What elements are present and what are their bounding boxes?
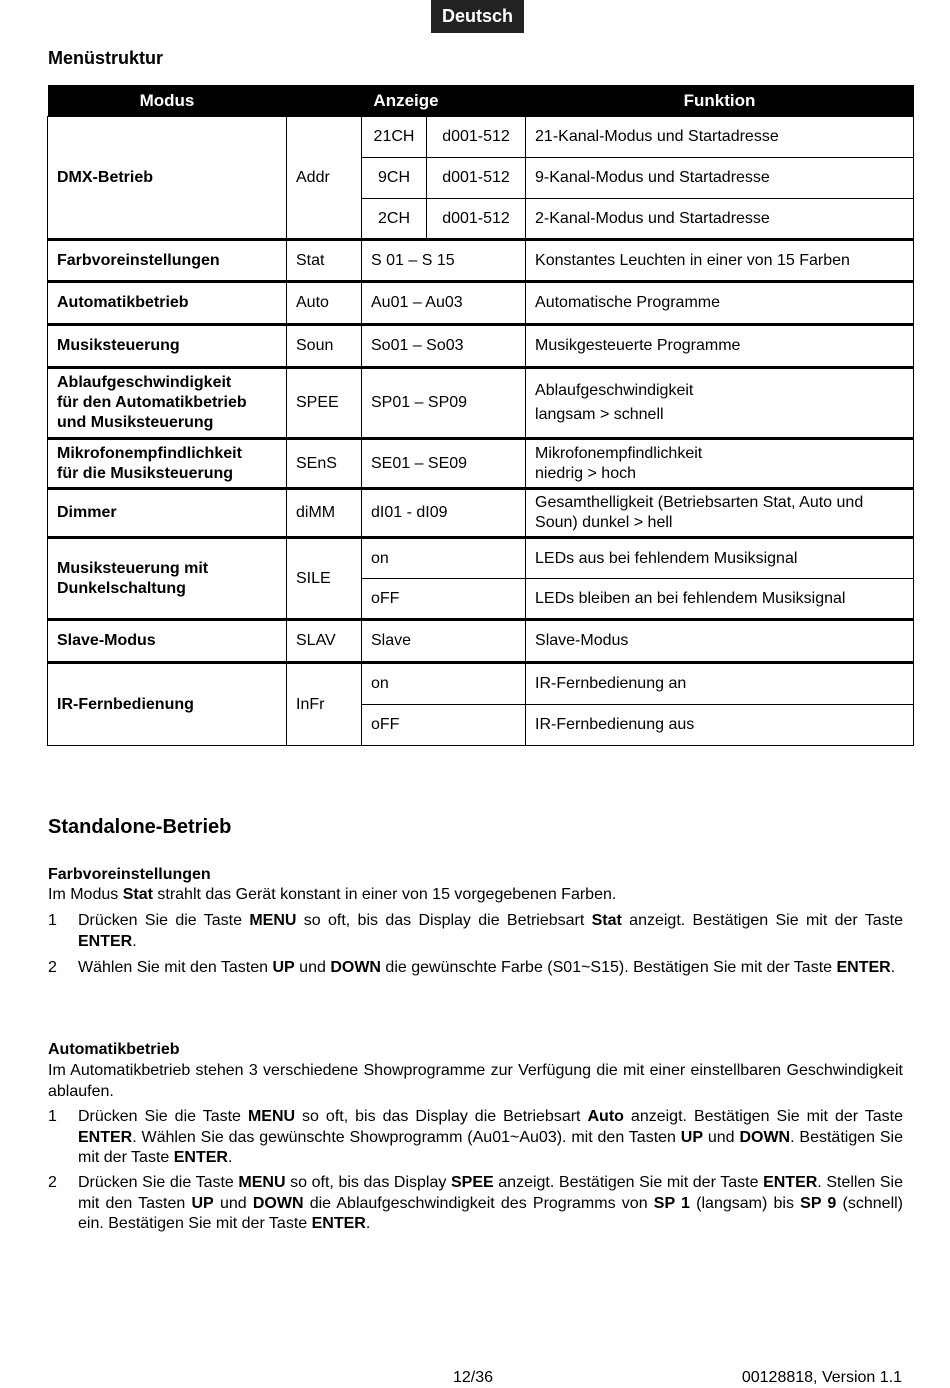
farb-intro — [48, 885, 903, 906]
text-run: anzeigt. Bestätigen Sie mit der Taste — [493, 1174, 764, 1191]
keyword: UP — [680, 1128, 704, 1146]
table-row — [48, 282, 914, 325]
keyword: DOWN — [330, 959, 381, 976]
modus-line: Musiksteuerung mit — [57, 559, 209, 577]
modus-cell: DMX-Betrieb — [48, 117, 287, 240]
function-cell: LEDs aus bei fehlendem Musiksignal — [526, 538, 914, 579]
modus-cell — [48, 439, 287, 489]
function-cell: Konstantes Leuchten in einer von 15 Farben — [526, 240, 914, 282]
document-version: 00128818, Version 1.1 — [741, 1369, 902, 1386]
function-cell: 21-Kanal-Modus und Startadresse — [526, 117, 914, 158]
code-cell: Auto — [287, 282, 362, 325]
list-item — [48, 911, 903, 952]
code-cell: Addr — [287, 117, 362, 240]
modus-cell: Slave-Modus — [48, 620, 287, 663]
value-cell: So01 – So03 — [362, 325, 526, 368]
text-run: so oft, bis das Display die Betriebsart — [295, 1108, 588, 1125]
table-row — [48, 620, 914, 663]
code-cell: Soun — [287, 325, 362, 368]
step-text — [78, 911, 903, 952]
menu-structure-title: Menüstruktur — [48, 48, 164, 68]
modus-cell: IR-Fernbedienung — [48, 663, 287, 746]
text-run: Drücken Sie die Taste — [78, 1174, 239, 1191]
keyword: UP — [191, 1194, 214, 1212]
text-run: . — [227, 1149, 233, 1166]
step-number: 1 — [48, 912, 57, 929]
keyword: ENTER — [836, 959, 891, 976]
modus-cell: Musiksteuerung — [48, 325, 287, 368]
range-cell: d001-512 — [427, 117, 526, 158]
code-cell: InFr — [287, 663, 362, 746]
code-cell: diMM — [287, 489, 362, 538]
function-line: Mikrofonempfindlichkeit — [535, 444, 703, 462]
function-cell — [526, 439, 914, 489]
function-line: niedrig > hoch — [535, 464, 636, 482]
value-cell: Slave — [362, 620, 526, 663]
modus-line: Mikrofonempfindlichkeit — [57, 444, 242, 462]
function-cell — [526, 368, 914, 439]
function-cell: LEDs bleiben an bei fehlendem Musiksignal — [526, 579, 914, 620]
code-cell: SEnS — [287, 439, 362, 489]
step-text — [78, 1107, 903, 1169]
modus-line: für den Automatikbetrieb — [57, 394, 247, 411]
keyword: ENTER — [173, 1149, 228, 1166]
table-row — [48, 439, 914, 489]
text-run: und — [213, 1194, 253, 1212]
function-cell: IR-Fernbedienung aus — [526, 705, 914, 746]
page-number: 12/36 — [453, 1369, 494, 1386]
modus-cell — [48, 368, 287, 439]
function-cell — [526, 489, 914, 538]
auto-intro: Im Automatikbetrieb stehen 3 verschiedene Showprogramme zur Verfügung die mit einer einstellbaren Geschwindigkeit ablaufen. — [48, 1062, 903, 1100]
value-cell: SE01 – SE09 — [362, 439, 526, 489]
text-run: . Wählen Sie das gewünschte Showprogramm (Au01~Au03). mit den Tasten — [132, 1128, 681, 1146]
step-number: 1 — [48, 1108, 57, 1125]
text-run: . Stellen Sie mit den Tasten — [78, 1174, 903, 1212]
table-row — [48, 538, 914, 579]
step-text — [78, 1173, 903, 1235]
step-number: 2 — [48, 1174, 57, 1191]
menu-structure-table — [47, 85, 914, 746]
text-run: und — [294, 959, 331, 976]
table-row — [48, 240, 914, 282]
keyword: DOWN — [739, 1128, 791, 1146]
keyword: SP 9 — [800, 1194, 837, 1212]
text-run: . — [132, 932, 137, 950]
table-row — [48, 663, 914, 705]
table-row — [48, 117, 914, 158]
function-line: Ablaufgeschwindigkeit — [535, 382, 694, 399]
modus-line: für die Musiksteuerung — [57, 464, 234, 482]
keyword: Auto — [587, 1108, 624, 1125]
text-run: die Ablaufgeschwindigkeit des Programms von — [303, 1194, 654, 1212]
step-number: 2 — [48, 959, 57, 976]
keyword: UP — [272, 959, 295, 976]
value-cell: Au01 – Au03 — [362, 282, 526, 325]
text-run: und — [703, 1128, 740, 1146]
function-cell: Automatische Programme — [526, 282, 914, 325]
function-cell: Musikgesteuerte Programme — [526, 325, 914, 368]
table-row — [48, 325, 914, 368]
range-cell: d001-512 — [427, 158, 526, 199]
range-cell: d001-512 — [427, 199, 526, 240]
auto-heading: Automatikbetrieb — [48, 1041, 180, 1058]
text-run: anzeigt. Bestätigen Sie mit der Taste — [621, 912, 904, 929]
modus-line: Dunkelschaltung — [57, 579, 186, 597]
function-line: Gesamthelligkeit (Betriebsarten Stat, Auto und — [535, 494, 864, 511]
text-run: . — [365, 1215, 371, 1232]
intro-text: Im Modus — [48, 886, 123, 903]
keyword: ENTER — [78, 932, 133, 950]
code-cell: SPEE — [287, 368, 362, 439]
text-run: so oft, bis das Display — [285, 1174, 451, 1191]
value-cell: on — [362, 538, 526, 579]
function-line: Soun) dunkel > hell — [535, 514, 673, 531]
intro-text: strahlt das Gerät konstant in einer von 15 vorgegebenen Farben. — [152, 886, 617, 903]
keyword: DOWN — [252, 1194, 304, 1212]
modus-cell — [48, 538, 287, 620]
keyword: SPEE — [450, 1174, 494, 1191]
value-cell: oFF — [362, 705, 526, 746]
keyword: MENU — [238, 1174, 286, 1191]
text-run: die gewünschte Farbe (S01~S15). Bestätigen Sie mit der Taste — [380, 959, 837, 976]
text-run: so oft, bis das Display die Betriebsart — [296, 912, 592, 929]
modus-line: Ablaufgeschwindigkeit — [57, 374, 232, 391]
standalone-title: Standalone-Betrieb — [48, 816, 232, 838]
keyword: MENU — [247, 1108, 296, 1125]
column-header-modus: Modus — [48, 85, 287, 117]
column-header-funktion: Funktion — [526, 85, 914, 117]
text-run: (schnell) ein. Bestätigen Sie mit der Taste — [78, 1194, 904, 1232]
keyword: ENTER — [311, 1215, 366, 1232]
code-cell: SILE — [287, 538, 362, 620]
language-badge: Deutsch — [431, 0, 524, 33]
code-cell: SLAV — [287, 620, 362, 663]
keyword: ENTER — [78, 1128, 133, 1146]
value-cell: oFF — [362, 579, 526, 620]
function-cell: Slave-Modus — [526, 620, 914, 663]
value-cell: SP01 – SP09 — [362, 368, 526, 439]
channel-cell: 2CH — [362, 199, 427, 240]
modus-cell: Farbvoreinstellungen — [48, 240, 287, 282]
modus-cell: Dimmer — [48, 489, 287, 538]
function-cell: IR-Fernbedienung an — [526, 663, 914, 705]
value-cell: on — [362, 663, 526, 705]
text-run: . — [890, 959, 896, 976]
keyword: Stat — [591, 912, 622, 929]
function-cell: 2-Kanal-Modus und Startadresse — [526, 199, 914, 240]
farb-heading: Farbvoreinstellungen — [48, 866, 211, 883]
list-item — [48, 958, 903, 979]
modus-line: und Musiksteuerung — [57, 414, 214, 431]
step-text — [78, 958, 903, 979]
function-cell: 9-Kanal-Modus und Startadresse — [526, 158, 914, 199]
channel-cell: 21CH — [362, 117, 427, 158]
table-row — [48, 368, 914, 439]
value-cell: S 01 – S 15 — [362, 240, 526, 282]
list-item — [48, 1107, 903, 1169]
table-header-row — [48, 85, 914, 117]
function-line: langsam > schnell — [535, 406, 664, 423]
modus-cell: Automatikbetrieb — [48, 282, 287, 325]
channel-cell: 9CH — [362, 158, 427, 199]
intro-keyword: Stat — [122, 886, 153, 903]
text-run: . Bestätigen Sie mit der Taste — [78, 1128, 904, 1166]
text-run: Drücken Sie die Taste — [78, 1108, 248, 1125]
list-item — [48, 1173, 903, 1235]
text-run: Drücken Sie die Taste — [78, 912, 250, 929]
text-run: Wählen Sie mit den Tasten — [78, 959, 273, 976]
code-cell: Stat — [287, 240, 362, 282]
keyword: MENU — [249, 912, 297, 929]
table-row — [48, 489, 914, 538]
keyword: SP 1 — [653, 1194, 690, 1212]
column-header-anzeige: Anzeige — [287, 85, 526, 117]
keyword: ENTER — [763, 1174, 818, 1191]
text-run: (langsam) bis — [689, 1194, 801, 1212]
value-cell: dI01 - dI09 — [362, 489, 526, 538]
text-run: anzeigt. Bestätigen Sie mit der Taste — [623, 1108, 904, 1125]
